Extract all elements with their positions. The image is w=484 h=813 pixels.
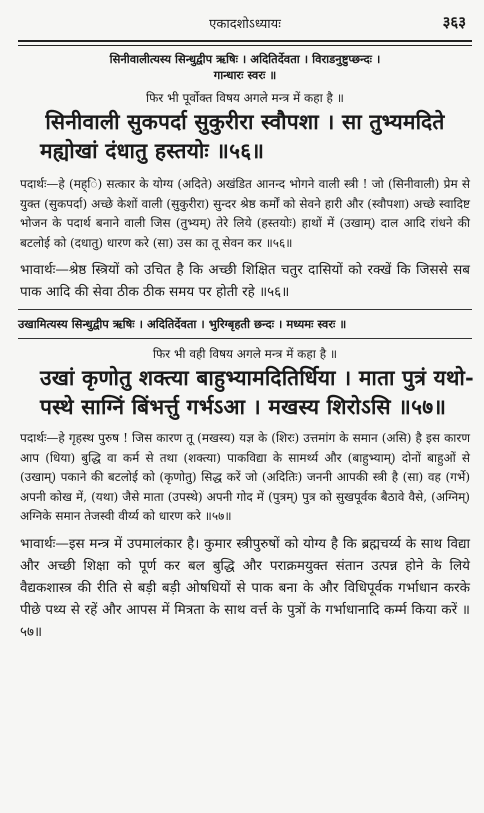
mantra57-padartha: पदार्थः—हे गृहस्थ पुरुष ! जिस कारण तू (मखस्य) यज्ञ के (शिरः) उत्तमांग के समान (असि) है इस कारण आप (धिया) बुद्धि वा कर्म से तथा (शक्त्या) पाकविद्या के सामर्थ्य और (बाहुभ्याम्) दोनों बाहुओं से (उखाम्) पकाने की बटलोई को (कृणोतु) सिद्ध करें जो (अदितिः) जननी आपकी स्त्री है (सा) वह (गर्भे) अपनी कोख में, (यथा) जैसे माता (उपस्थे) अपनी गोद में (पुत्रम्) पुत्र को सुखपूर्वक बैठावे वैसे, (अग्निम्) अग्निके समान तेजस्वी वीर्य्य को धारण करे ॥५७॥: [20, 431, 470, 523]
mantra56-meta-swara: गान्धारः स्वरः ॥: [213, 68, 277, 82]
chapter-title: एकादशोऽध्यायः: [209, 17, 281, 32]
mantra56-intro: फिर भी पूर्वोक्त विषय अगले मन्त्र में कहा है ॥: [146, 91, 344, 105]
running-header: [14, 0, 476, 34]
section-divider: [18, 309, 472, 310]
mantra57-bhavartha: भावार्थः—इस मन्त्र में उपमालंकार है। कुमार स्त्रीपुरुषों को योग्य है कि ब्रह्मचर्य्य के साथ विद्या और अच्छी शिक्षा को पूर्ण कर बल बुद्धि और पराक्रमयुक्त संतान उत्पन्न होने के लिये वैद्यकशास्त्र की रीति से बड़ी बड़ी ओषधियों से पाक बना के और विधिपूर्वक गर्भाधान करके पीछे पथ्य से रहें और आपस में मित्रता के साथ वर्त्त के पुत्रों के गर्भाधानादि कर्म्म किया करें ॥५७॥: [20, 535, 470, 640]
mantra56-meta: सिनीवालीत्यस्य सिन्धुद्वीप ऋषिः । अदितिर्देवता । विराडनुष्टुप्छन्दः ।: [109, 52, 381, 66]
page-number: ३६३: [442, 13, 466, 31]
mantra57-line1: उखां कृणोतु शक्त्या बाहुभ्यामदितिर्धिया । माता पुत्रं यथो-: [40, 365, 474, 390]
mantra56-bhavartha: भावार्थः—श्रेष्ठ स्त्रियों को उचित है कि अच्छी शिक्षित चतुर दासियों को रक्खें कि जिससे सब पाक आदि की सेवा ठीक ठीक समय पर होती रहे ॥५६॥: [20, 262, 470, 300]
mantra56-padartha: पदार्थः—हे (मह्ि) सत्कार के योग्य (अदिते) अखंडित आनन्द भोगने वाली स्त्री ! जो (सिनीवाली) प्रेम से युक्त (सुकपर्दा) अच्छे केशों वाली (सुकुरीरा) सुन्दर श्रेष्ठ कर्मों को सेवने हारी और (स्वौपशा) अच्छे स्वादिष्ट भोजन के पदार्थ बनाने वाली जिस (तुभ्यम्) तेरे लिये (हस्तयोः) हाथों में (उखाम्) दाल आदि रांधने की बटलोई को (दधातु) धारण करे (सा) उस का तू सेवन कर ॥५६॥: [20, 177, 470, 250]
mantra56-line2: मह्योखां दंधातु हस्तयोः ॥५६॥: [40, 138, 265, 163]
mantra56-line1: सिनीवाली सुकपर्दा सुकुरीरा स्वौपशा । सा तुभ्यमदिते: [45, 109, 445, 134]
mantra57-meta: उखामित्यस्य सिन्धुद्वीप ऋषिः । अदितिर्देवता । भुरिग्बृहती छन्दः । मध्यमः स्वरः ॥: [18, 317, 347, 331]
section-divider-2: [18, 338, 472, 339]
mantra57-intro: फिर भी वही विषय अगले मन्त्र में कहा है ॥: [152, 347, 338, 361]
mantra57-line2: पस्थे साग्निं बिंभर्त्तु गर्भऽआ । मखस्य शिरोऽसि ॥५७॥: [40, 394, 447, 419]
